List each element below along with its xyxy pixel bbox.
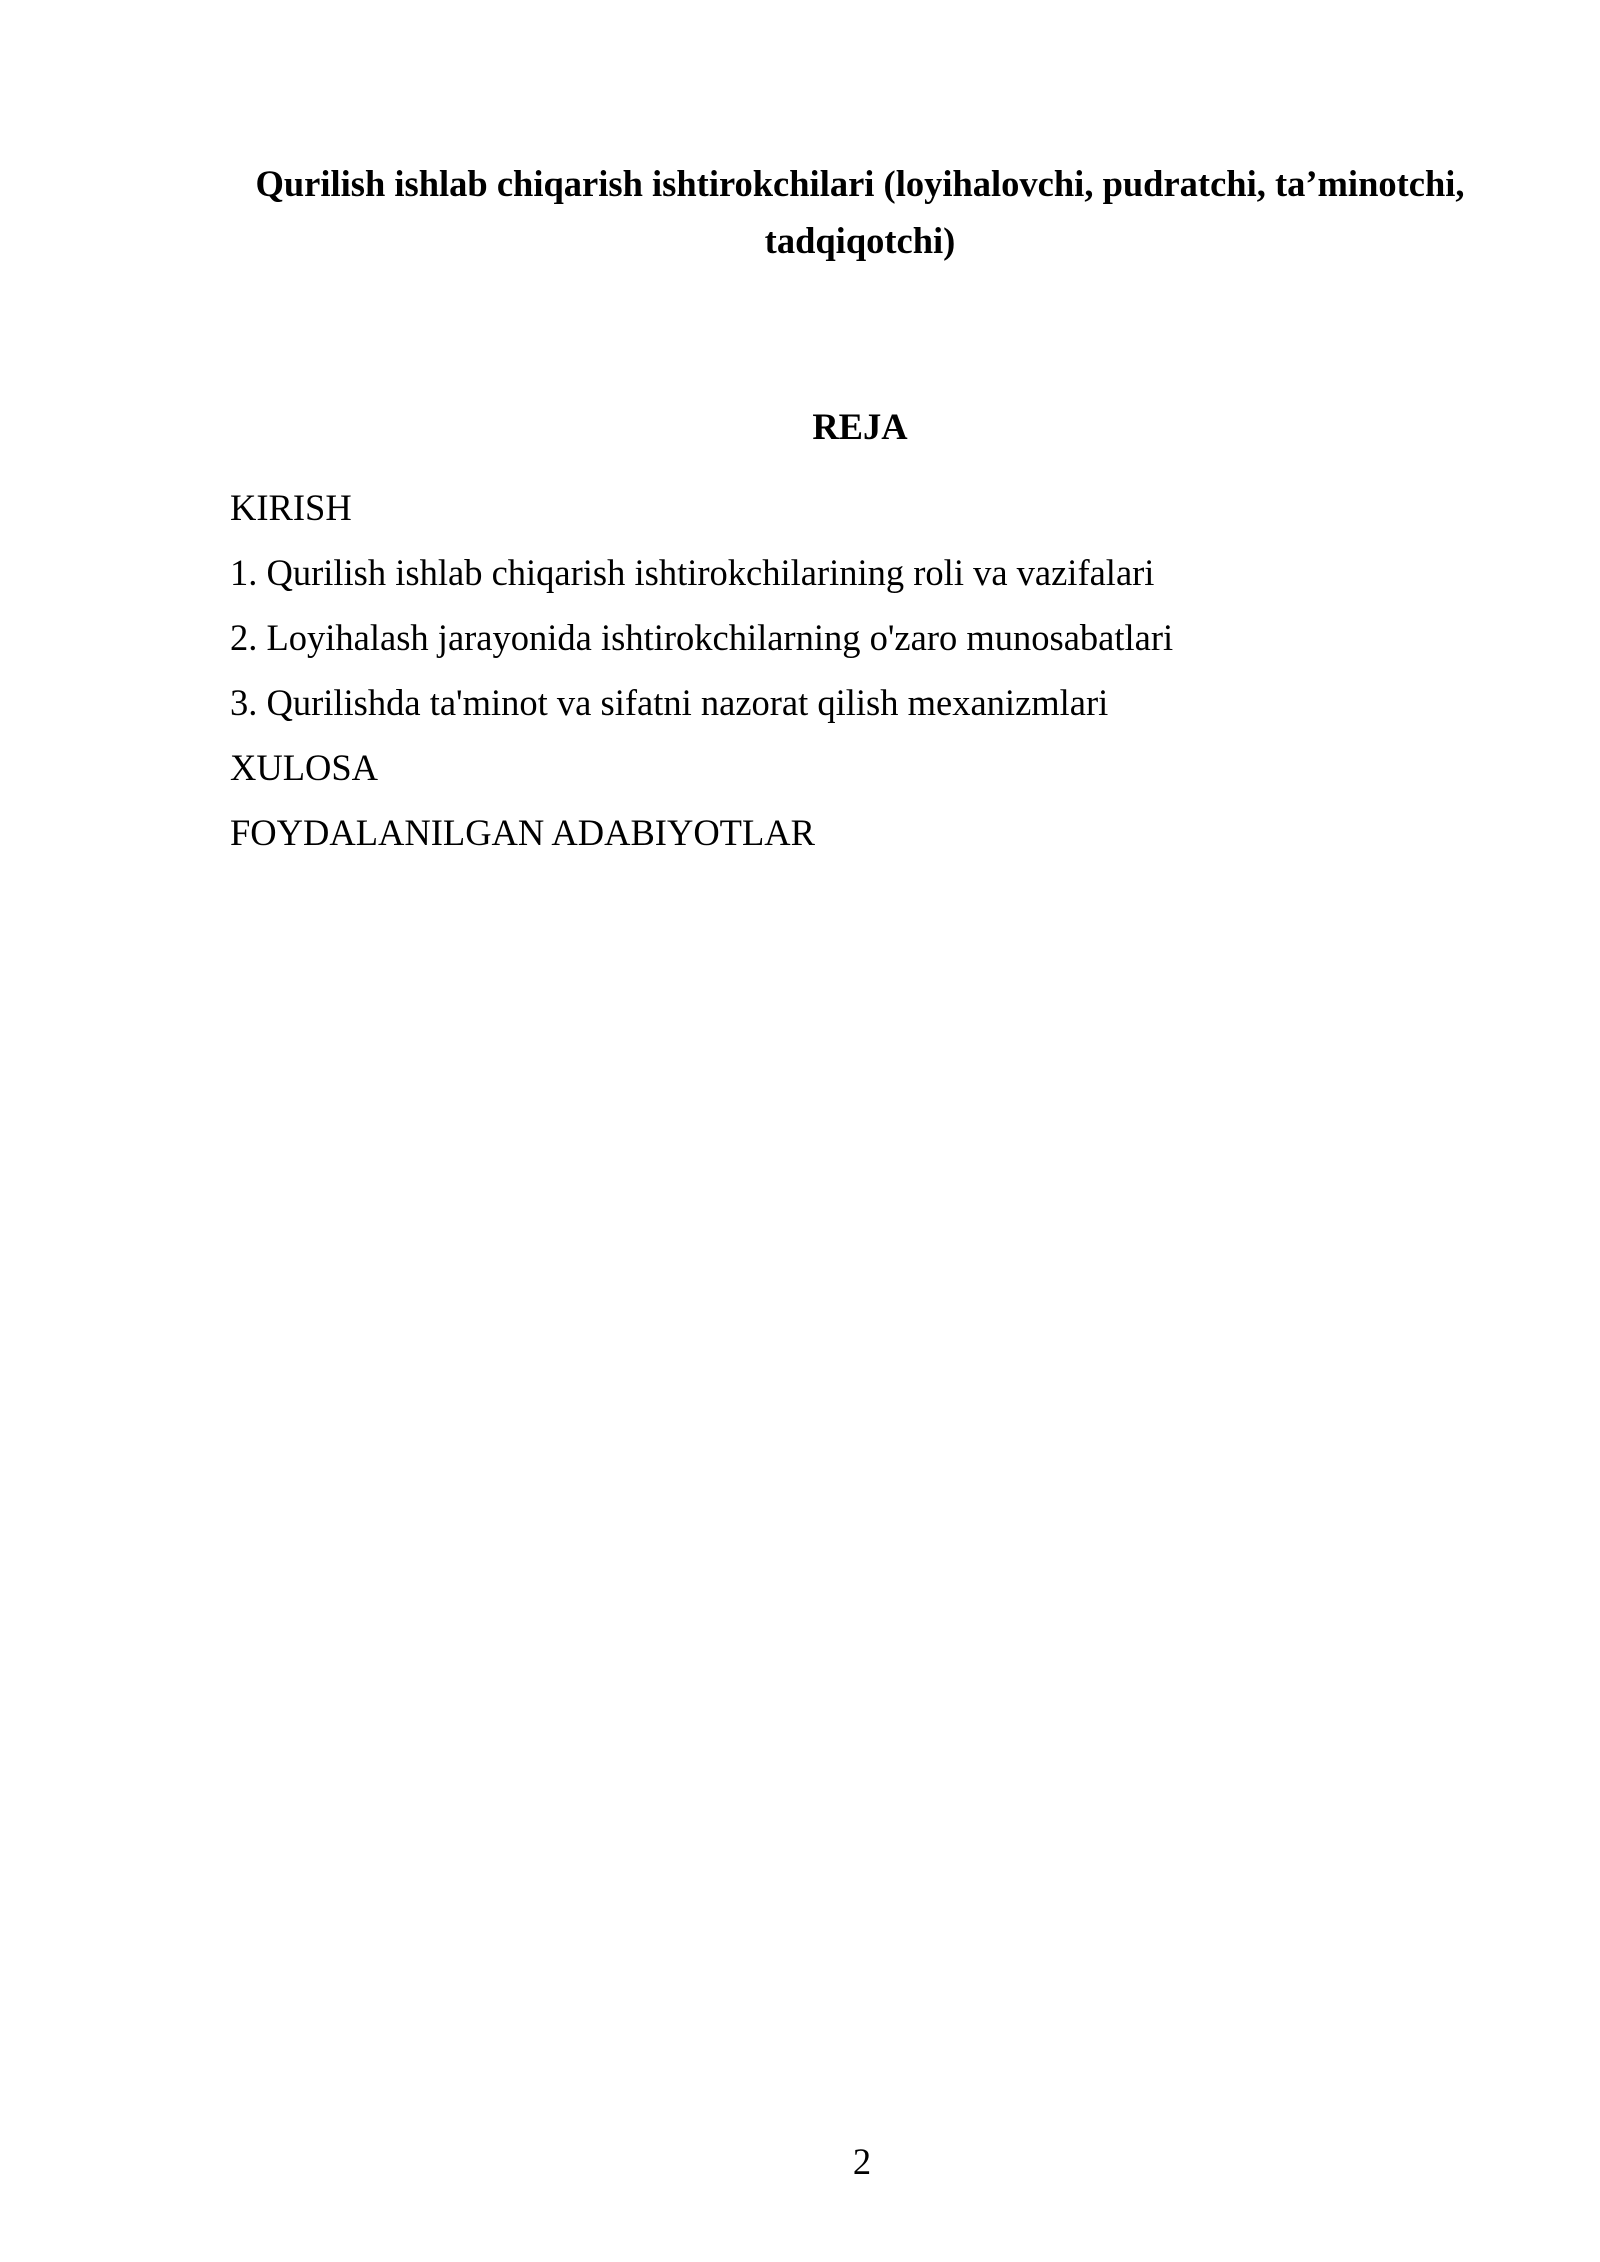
plan-list — [230, 475, 1500, 865]
plan-item-section-1: 1. Qurilish ishlab chiqarish ishtirokchilarining roli va vazifalari — [230, 552, 1155, 593]
plan-heading: REJA — [812, 406, 908, 447]
plan-item-references: FOYDALANILGAN ADABIYOTLAR — [230, 812, 815, 853]
plan-item-conclusion: XULOSA — [230, 747, 379, 788]
plan-item-section-3: 3. Qurilishda ta'minot va sifatni nazorat qilish mexanizmlari — [230, 682, 1109, 723]
document-title: Qurilish ishlab chiqarish ishtirokchilari (loyihalovchi, pudratchi, ta’minotchi, tadqiqotchi) — [255, 163, 1465, 261]
plan-item-section-2: 2. Loyihalash jarayonida ishtirokchilarning o'zaro munosabatlari — [230, 617, 1174, 658]
plan-item-introduction: KIRISH — [230, 487, 352, 528]
page-number: 2 — [852, 2141, 872, 2182]
